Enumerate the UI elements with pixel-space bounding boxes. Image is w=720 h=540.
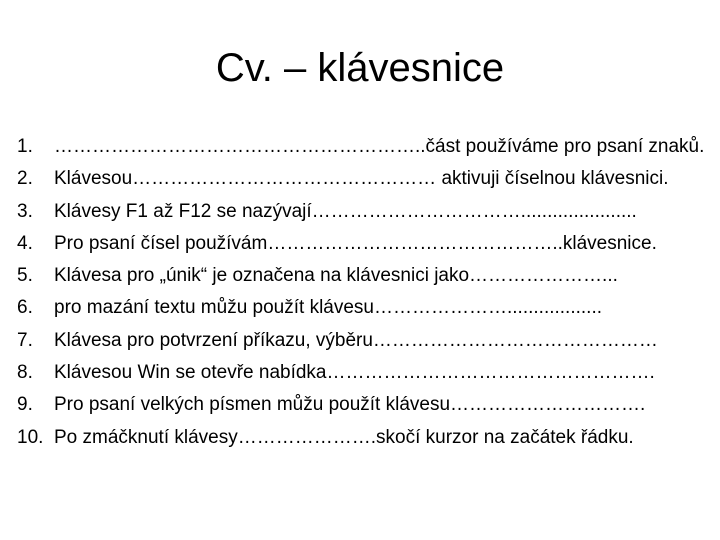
item-number: 1. bbox=[17, 136, 33, 157]
item-number: 9. bbox=[17, 394, 33, 416]
item-number: 4. bbox=[17, 232, 33, 254]
list-item bbox=[17, 131, 707, 163]
item-text: Klávesy F1 až F12 se nazývají……………………………...................... bbox=[54, 200, 637, 222]
item-text: Pro psaní velkých písmen můžu použít klávesu…………………………. bbox=[54, 394, 646, 416]
item-number: 3. bbox=[17, 200, 33, 222]
list-item bbox=[17, 260, 707, 292]
item-text: Klávesou………………………………………… aktivuji číselnou klávesnici. bbox=[54, 168, 669, 190]
exercise-list bbox=[17, 131, 707, 454]
item-number: 2. bbox=[17, 168, 33, 190]
item-text: Po zmáčknutí klávesy………………….skočí kurzor na začátek řádku. bbox=[54, 426, 634, 448]
list-item bbox=[17, 389, 707, 421]
item-number: 5. bbox=[17, 265, 33, 287]
slide-title: Cv. – klávesnice bbox=[215, 46, 505, 90]
list-item bbox=[17, 196, 707, 228]
list-item bbox=[17, 228, 707, 260]
item-text: Klávesa pro potvrzení příkazu, výběru……………………………………… bbox=[54, 329, 658, 351]
item-number: 10. bbox=[17, 426, 44, 448]
item-text: pro mazání textu můžu použít klávesu………………….................. bbox=[54, 297, 603, 319]
item-text: Klávesou Win se otevře nabídka……………………………………………. bbox=[54, 362, 655, 384]
item-number: 6. bbox=[17, 297, 33, 319]
item-text: Pro psaní čísel používám………………………………………..klávesnice. bbox=[54, 232, 657, 254]
item-text: Klávesa pro „únik“ je označena na klávesnici jako…………………... bbox=[54, 265, 618, 287]
list-item bbox=[17, 292, 707, 324]
list-item bbox=[17, 422, 707, 454]
list-item bbox=[17, 357, 707, 389]
item-number: 7. bbox=[17, 329, 33, 351]
item-text: …………………………………………………..část používáme pro psaní znaků. bbox=[54, 136, 705, 157]
list-item bbox=[17, 325, 707, 357]
list-item bbox=[17, 163, 707, 195]
item-number: 8. bbox=[17, 362, 33, 384]
